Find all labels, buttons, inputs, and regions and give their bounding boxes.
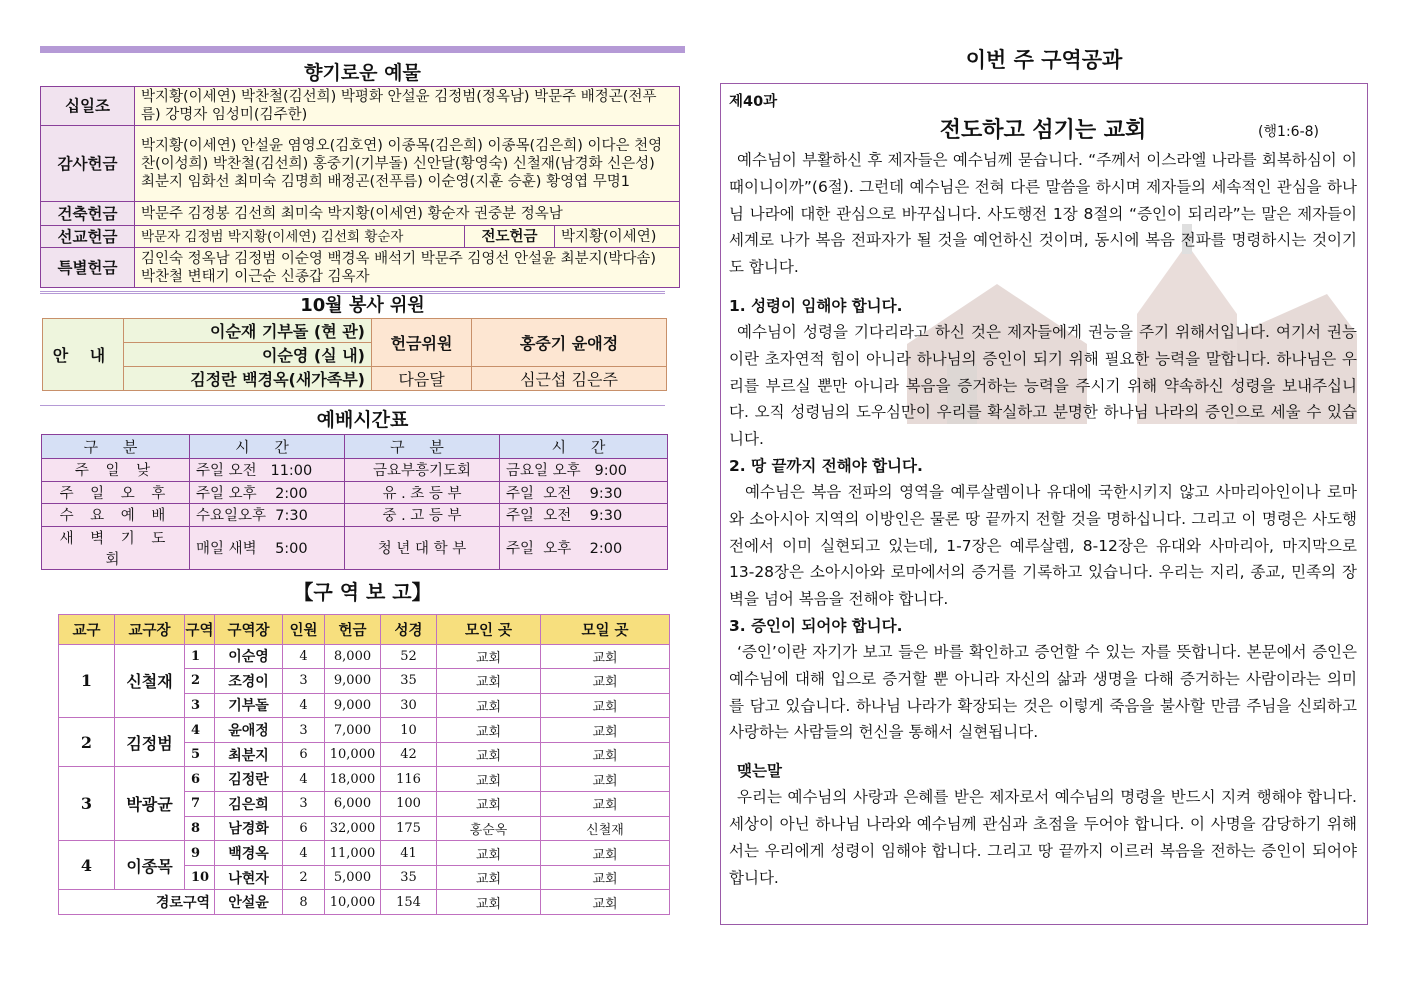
offering-label: 특별헌금 bbox=[41, 248, 135, 288]
parish-leader: 이종목 bbox=[115, 841, 185, 890]
cell-offering: 8,000 bbox=[325, 644, 381, 669]
cell-count: 3 bbox=[283, 792, 325, 817]
cell-bible: 52 bbox=[381, 644, 437, 669]
cell-leader: 백경옥 bbox=[215, 841, 283, 866]
point-text: 예수님이 성령을 기다리라고 하신 것은 제자들에게 권능을 주기 위해서입니다. 여기서 권능이란 초자연적 힘이 아니라 하나님의 증인이 되기 위해 필요한 능력을 말합니다. 하나님은 우리를 부르실 뿐만 아니라 복음을 증거하는 능력을 주시기 위해 약속하신 성령을 보내주십니다. 오직 성령님의 도우심만이 우리를 확실하고 분명한 하나님 나라의 증인으로 세울 수 있습니다. bbox=[729, 322, 1357, 449]
offering-label: 감사헌금 bbox=[41, 126, 135, 202]
cell-count: 3 bbox=[283, 718, 325, 743]
service-name: 주 일 낮 bbox=[42, 459, 190, 482]
collect-label: 헌금위원 bbox=[372, 319, 472, 367]
cell-number: 10 bbox=[185, 865, 215, 890]
cell-leader: 김정란 bbox=[215, 767, 283, 792]
service-name: 중 . 고 등 부 bbox=[345, 504, 500, 527]
cell-met: 교회 bbox=[437, 644, 541, 669]
cell-offering: 10,000 bbox=[325, 890, 381, 915]
lesson-number: 제40과 bbox=[729, 94, 778, 110]
schedule-title: 예배시간표 bbox=[316, 409, 409, 431]
top-divider bbox=[40, 46, 685, 53]
cell-count: 6 bbox=[283, 742, 325, 767]
service-time: 주일 오전 9:30 bbox=[500, 481, 668, 504]
cell-met: 교회 bbox=[437, 718, 541, 743]
cell-count: 6 bbox=[283, 816, 325, 841]
guide-names: 이순영 (실 내) bbox=[124, 343, 372, 367]
cell-bible: 116 bbox=[381, 767, 437, 792]
offering-label: 십일조 bbox=[41, 87, 135, 126]
service-time: 주일 오전 11:00 bbox=[190, 459, 345, 482]
cell-bible: 42 bbox=[381, 742, 437, 767]
cell-number: 6 bbox=[185, 767, 215, 792]
service-name: 유 . 초 등 부 bbox=[345, 481, 500, 504]
parish-leader: 박광균 bbox=[115, 767, 185, 841]
cell-count: 4 bbox=[283, 644, 325, 669]
cell-bible: 154 bbox=[381, 890, 437, 915]
guide-label: 안 내 bbox=[43, 319, 124, 391]
service-time: 주일 오후 2:00 bbox=[190, 481, 345, 504]
cell-count: 4 bbox=[283, 693, 325, 718]
collect-names: 홍중기 윤애정 bbox=[472, 319, 667, 367]
cell-meet: 교회 bbox=[541, 890, 670, 915]
cell-leader: 나현자 bbox=[215, 865, 283, 890]
cell-met: 교회 bbox=[437, 865, 541, 890]
point-heading: 1. 성령이 임해야 합니다. bbox=[729, 296, 903, 315]
cell-bible: 175 bbox=[381, 816, 437, 841]
cell-offering: 9,000 bbox=[325, 669, 381, 694]
next-label: 다음달 bbox=[372, 367, 472, 391]
committee-table bbox=[42, 318, 667, 391]
cell-bible: 10 bbox=[381, 718, 437, 743]
cell-bible: 41 bbox=[381, 841, 437, 866]
district-title: 【구 역 보 고】 bbox=[293, 579, 432, 604]
parish-number: 3 bbox=[59, 767, 115, 841]
offerings-title: 향기로운 예물 bbox=[304, 62, 421, 84]
offering-names: 박문자 김정범 박지황(이세연) 김선희 황순자 bbox=[135, 226, 465, 248]
cell-meet: 교회 bbox=[541, 742, 670, 767]
offering-label: 건축헌금 bbox=[41, 202, 135, 226]
cell-met: 교회 bbox=[437, 841, 541, 866]
point-heading: 2. 땅 끝까지 전해야 합니다. bbox=[729, 456, 923, 475]
cell-number: 5 bbox=[185, 742, 215, 767]
schedule-header: 시 간 bbox=[190, 435, 345, 459]
cell-meet: 교회 bbox=[541, 767, 670, 792]
cell-count: 3 bbox=[283, 669, 325, 694]
service-name: 금요부흥기도회 bbox=[345, 459, 500, 482]
cell-offering: 9,000 bbox=[325, 693, 381, 718]
cell-met: 홍순옥 bbox=[437, 816, 541, 841]
schedule-header: 구 분 bbox=[345, 435, 500, 459]
cell-bible: 30 bbox=[381, 693, 437, 718]
closing-text: 우리는 예수님의 사랑과 은혜를 받은 제자로서 예수님의 명령을 반드시 지켜 행해야 합니다. 세상이 아닌 하나님 나라와 예수님께 관심과 초점을 두어야 합니다. 이 사명을 감당하기 위해서는 우리에게 성령이 임해야 합니다. 그리고 땅 끝까지 이르러 복음을 전하는 증인이 되어야 합니다. bbox=[729, 788, 1357, 887]
parish-number: 4 bbox=[59, 841, 115, 890]
parish-number: 1 bbox=[59, 644, 115, 718]
district-header: 교구장 bbox=[115, 614, 185, 644]
cell-count: 8 bbox=[283, 890, 325, 915]
cell-meet: 교회 bbox=[541, 792, 670, 817]
point-text: ‘증인’이란 자기가 보고 들은 바를 확인하고 증언할 수 있는 자를 뜻합니다. 본문에서 증인은 예수님에 대해 입으로 증거할 뿐 아니라 자신의 삶과 생명을 다해 증거하는 사람이라는 의미를 담고 있습니다. 하나님 나라가 확장되는 것은 이렇게 죽음을 불사할 만큼 주님을 신뢰하고 사랑하는 사람들의 헌신을 통해서 실현됩니다. bbox=[729, 642, 1357, 742]
district-header: 모일 곳 bbox=[541, 614, 670, 644]
guide-names: 이순재 기부돌 (현 관) bbox=[124, 319, 372, 343]
cell-leader: 최분지 bbox=[215, 742, 283, 767]
lesson-box bbox=[720, 83, 1368, 925]
cell-leader: 기부돌 bbox=[215, 693, 283, 718]
cell-leader: 윤애정 bbox=[215, 718, 283, 743]
district-header: 모인 곳 bbox=[437, 614, 541, 644]
service-name: 청 년 대 학 부 bbox=[345, 526, 500, 569]
district-table bbox=[58, 614, 670, 916]
cell-meet: 교회 bbox=[541, 669, 670, 694]
cell-met: 교회 bbox=[437, 767, 541, 792]
cell-leader: 이순영 bbox=[215, 644, 283, 669]
cell-count: 4 bbox=[283, 841, 325, 866]
cell-count: 2 bbox=[283, 865, 325, 890]
lesson-intro: 예수님이 부활하신 후 제자들은 예수님께 묻습니다. “주께서 이스라엘 나라를 회복하심이 이 때이니이까”(6절). 그런데 예수님은 전혀 다른 말씀을 하시며 제자들의 세속적인 관심을 하나님 나라에 대한 관심으로 바꾸십니다. 사도행전 1장 8절의 “증인이 되리라”는 말은 제자들이 세계로 나가 복음 전파자가 될 것을 예언하신 것이며, 동시에 복음 전파를 명령하시는 것이기도 합니다. bbox=[729, 151, 1357, 277]
service-name: 수 요 예 배 bbox=[42, 504, 190, 527]
cell-leader: 남경화 bbox=[215, 816, 283, 841]
district-header: 인원 bbox=[283, 614, 325, 644]
cell-meet: 교회 bbox=[541, 841, 670, 866]
service-time: 주일 오전 9:30 bbox=[500, 504, 668, 527]
district-header: 구역장 bbox=[215, 614, 283, 644]
district-header: 헌금 bbox=[325, 614, 381, 644]
lesson-title: 전도하고 섬기는 교회 bbox=[939, 118, 1147, 143]
cell-number: 9 bbox=[185, 841, 215, 866]
service-time: 금요일 오후 9:00 bbox=[500, 459, 668, 482]
schedule-table bbox=[41, 434, 668, 570]
cell-bible: 35 bbox=[381, 669, 437, 694]
service-time: 매일 새벽 5:00 bbox=[190, 526, 345, 569]
cell-met: 교회 bbox=[437, 890, 541, 915]
cell-number: 4 bbox=[185, 718, 215, 743]
cell-meet: 교회 bbox=[541, 644, 670, 669]
offerings-table bbox=[40, 86, 680, 288]
cell-meet: 교회 bbox=[541, 693, 670, 718]
offering-names: 김인숙 정옥남 김정범 이순영 백경옥 배석기 박문주 김영선 안설윤 최분지(박다솜) 박찬철 변태기 이근순 신종갑 김옥자 bbox=[135, 248, 680, 288]
cell-number: 7 bbox=[185, 792, 215, 817]
closing-heading: 맺는말 bbox=[737, 762, 782, 781]
schedule-header: 시 간 bbox=[500, 435, 668, 459]
cell-met: 교회 bbox=[437, 742, 541, 767]
district-header: 구역 bbox=[185, 614, 215, 644]
cell-met: 교회 bbox=[437, 792, 541, 817]
point-text: 예수님은 복음 전파의 영역을 예루살렘이나 유대에 국한시키지 않고 사마리아인이나 로마와 소아시아 지역의 이방인은 물론 땅 끝까지 전할 것을 명하십니다. 그리고 이 명령은 사도행전에서 이미 실현되고 있는데, 1-7장은 예루살렘, 8-12장은 유대와 사마리아, 마지막으로 13-28장은 소아시아와 로마에서의 증거를 기록하고 있습니다. 우리는 지리, 종교, 민족의 장벽을 넘어 복음을 전해야 합니다. bbox=[729, 482, 1357, 609]
parish-number: 2 bbox=[59, 718, 115, 767]
lesson-reference: (행1:6-8) bbox=[1258, 124, 1319, 140]
service-time: 주일 오후 2:00 bbox=[500, 526, 668, 569]
service-name: 새 벽 기 도 회 bbox=[42, 526, 190, 569]
offering-label: 선교헌금 bbox=[41, 226, 135, 248]
cell-number: 3 bbox=[185, 693, 215, 718]
cell-offering: 11,000 bbox=[325, 841, 381, 866]
senior-label: 경로구역 bbox=[59, 890, 215, 915]
cell-meet: 교회 bbox=[541, 865, 670, 890]
guide-names: 김정란 백경옥(새가족부) bbox=[124, 367, 372, 391]
cell-leader: 조경이 bbox=[215, 669, 283, 694]
district-header: 교구 bbox=[59, 614, 115, 644]
next-names: 심근섭 김은주 bbox=[472, 367, 667, 391]
cell-leader: 김은희 bbox=[215, 792, 283, 817]
lesson-header: 이번 주 구역공과 bbox=[965, 48, 1123, 72]
service-time: 수요일오후 7:30 bbox=[190, 504, 345, 527]
cell-bible: 100 bbox=[381, 792, 437, 817]
cell-bible: 35 bbox=[381, 865, 437, 890]
service-name: 주 일 오 후 bbox=[42, 481, 190, 504]
offering-label-2: 전도헌금 bbox=[465, 226, 555, 248]
cell-leader: 안설윤 bbox=[215, 890, 283, 915]
cell-meet: 신철재 bbox=[541, 816, 670, 841]
cell-offering: 7,000 bbox=[325, 718, 381, 743]
cell-met: 교회 bbox=[437, 693, 541, 718]
offering-names: 박지황(이세연) 박찬철(김선희) 박평화 안설윤 김정범(정옥남) 박문주 배정곤(전푸름) 강명자 임성미(김주한) bbox=[135, 87, 680, 126]
cell-meet: 교회 bbox=[541, 718, 670, 743]
point-heading: 3. 증인이 되어야 합니다. bbox=[729, 616, 903, 635]
offering-names: 박지황(이세연) 안설윤 염영오(김호연) 이종목(김은희) 이종목(김은희) 이다은 천영찬(이성희) 박찬철(김선희) 홍중기(기부돌) 신안달(황영숙) 신철재(남경화 신은성) 최분지 임화선 최미숙 김명희 배정곤(전푸름) 이순영(지훈 승훈) 황영엽 무명1 bbox=[135, 126, 680, 202]
district-header: 성경 bbox=[381, 614, 437, 644]
left-column bbox=[40, 46, 685, 915]
cell-offering: 32,000 bbox=[325, 816, 381, 841]
cell-offering: 10,000 bbox=[325, 742, 381, 767]
cell-number: 1 bbox=[185, 644, 215, 669]
offering-names-2: 박지황(이세연) bbox=[555, 226, 680, 248]
cell-met: 교회 bbox=[437, 669, 541, 694]
cell-number: 8 bbox=[185, 816, 215, 841]
cell-count: 4 bbox=[283, 767, 325, 792]
cell-offering: 18,000 bbox=[325, 767, 381, 792]
schedule-header: 구 분 bbox=[42, 435, 190, 459]
cell-offering: 6,000 bbox=[325, 792, 381, 817]
committee-title: 10월 봉사 위원 bbox=[300, 295, 425, 316]
parish-leader: 김정범 bbox=[115, 718, 185, 767]
cell-offering: 5,000 bbox=[325, 865, 381, 890]
cell-number: 2 bbox=[185, 669, 215, 694]
offering-names: 박문주 김정봉 김선희 최미숙 박지황(이세연) 황순자 권중분 정옥남 bbox=[135, 202, 680, 226]
parish-leader: 신철재 bbox=[115, 644, 185, 718]
